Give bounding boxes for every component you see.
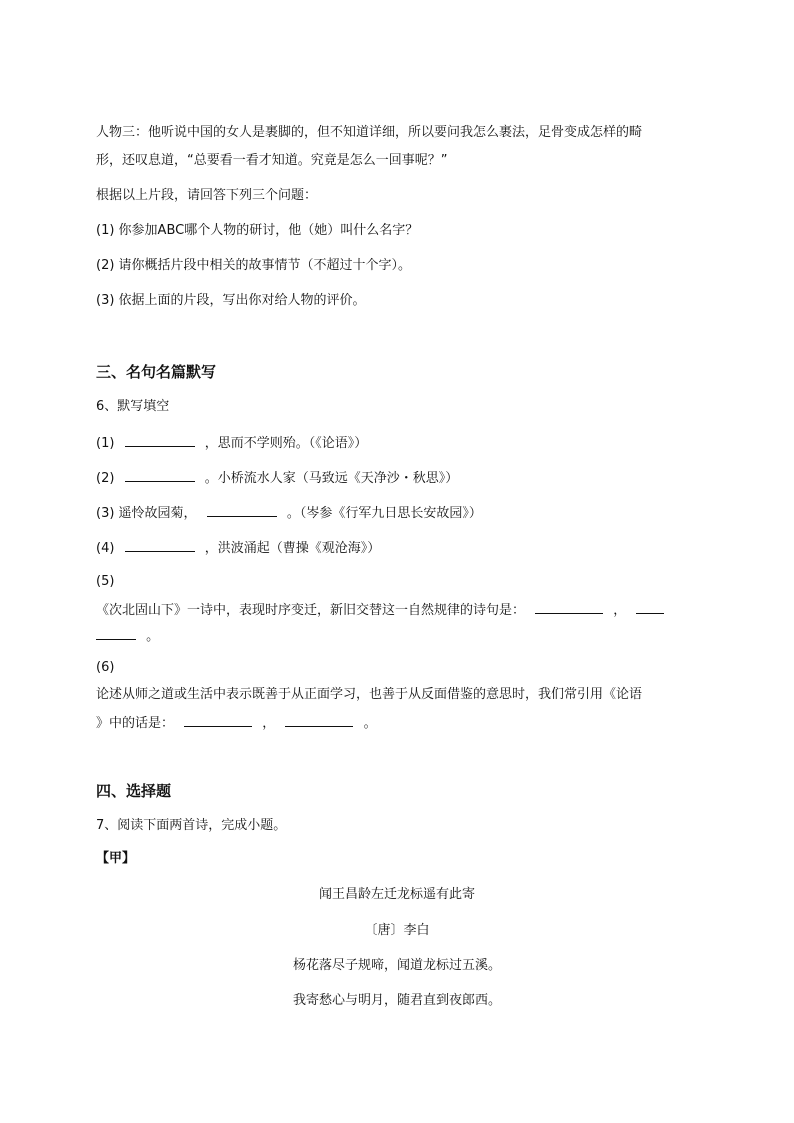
- fill-blank[interactable]: [184, 713, 252, 727]
- fill-item-6-line-1: 论述从师之道或生活中表示既善于从正面学习，也善于从反面借鉴的意思时，我们常引用《论语: [96, 687, 643, 702]
- item-text: 。小桥流水人家（马致远《天净沙・秋思》）: [204, 471, 459, 486]
- question-7-title: 7、阅读下面两首诗，完成小题。: [96, 818, 287, 833]
- section-4-title: 四、选择题: [96, 782, 172, 800]
- fill-blank[interactable]: [535, 600, 603, 614]
- fill-item-3: [96, 503, 482, 523]
- poem-label-jia: 【甲】: [96, 851, 136, 866]
- item-text: ，洪波涌起（曹操《观沧海》）: [204, 541, 381, 556]
- fill-item-5-line-1: [96, 600, 664, 620]
- sub-question-1: (1) 你参加ABC哪个人物的研讨，他（她）叫什么名字？: [96, 223, 419, 238]
- section-3-title: 三、名句名篇默写: [96, 363, 217, 381]
- fill-item-4: [96, 538, 380, 558]
- item-comma: ，: [613, 603, 627, 618]
- poem-line-1: 杨花落尽子规啼，闻道龙标过五溪。: [292, 958, 501, 973]
- fill-blank[interactable]: [125, 433, 195, 447]
- poem-title: 闻王昌龄左迁龙标遥有此寄: [318, 887, 475, 902]
- fill-item-5-line-2: [96, 626, 159, 646]
- item-end: 。: [146, 629, 160, 644]
- fill-blank[interactable]: [125, 468, 195, 482]
- question-prompt: 根据以上片段，请回答下列三个问题：: [96, 188, 318, 203]
- sub-question-3: (3) 依据上面的片段，写出你对给人物的评价。: [96, 293, 366, 308]
- fill-blank-continued[interactable]: [96, 626, 136, 640]
- item-number: (1): [96, 436, 115, 451]
- item-end: 。: [363, 716, 377, 731]
- fill-blank[interactable]: [636, 600, 664, 614]
- fill-item-6-number: (6): [96, 660, 115, 675]
- question-6-title: 6、默写填空: [96, 399, 170, 414]
- poem-author: 〔唐〕李白: [364, 923, 430, 938]
- item-number: (4): [96, 541, 115, 556]
- fill-item-6-line-2: [96, 713, 377, 733]
- sub-question-2: (2) 请你概括片段中相关的故事情节（不超过十个字）。: [96, 258, 412, 273]
- item-text: ，思而不学则殆。（《论语》）: [204, 436, 368, 451]
- item-comma: ，: [262, 716, 276, 731]
- fill-item-2: [96, 468, 458, 488]
- fill-blank[interactable]: [125, 538, 195, 552]
- item-text-after: 。（岑参《行军九日思长安故园》）: [286, 506, 482, 521]
- fill-item-5-number: (5): [96, 574, 115, 589]
- poem-line-2: 我寄愁心与明月，随君直到夜郎西。: [292, 993, 501, 1008]
- passage-line-1: 人物三：他听说中国的女人是裹脚的，但不知道详细，所以要问我怎么裹法，足骨变成怎样的畸: [96, 125, 643, 140]
- fill-blank[interactable]: [207, 503, 277, 517]
- item-text: 《次北固山下》一诗中，表现时序变迁，新旧交替这一自然规律的诗句是：: [96, 603, 526, 618]
- fill-item-1: [96, 433, 367, 453]
- fill-blank[interactable]: [285, 713, 353, 727]
- item-number: (2): [96, 471, 115, 486]
- passage-line-2: 形，还叹息道，“总要看一看才知道。究竟是怎么一回事呢？”: [96, 153, 448, 168]
- item-text-before: (3) 遥怜故园菊，: [96, 506, 197, 521]
- item-text: 》中的话是：: [96, 716, 175, 731]
